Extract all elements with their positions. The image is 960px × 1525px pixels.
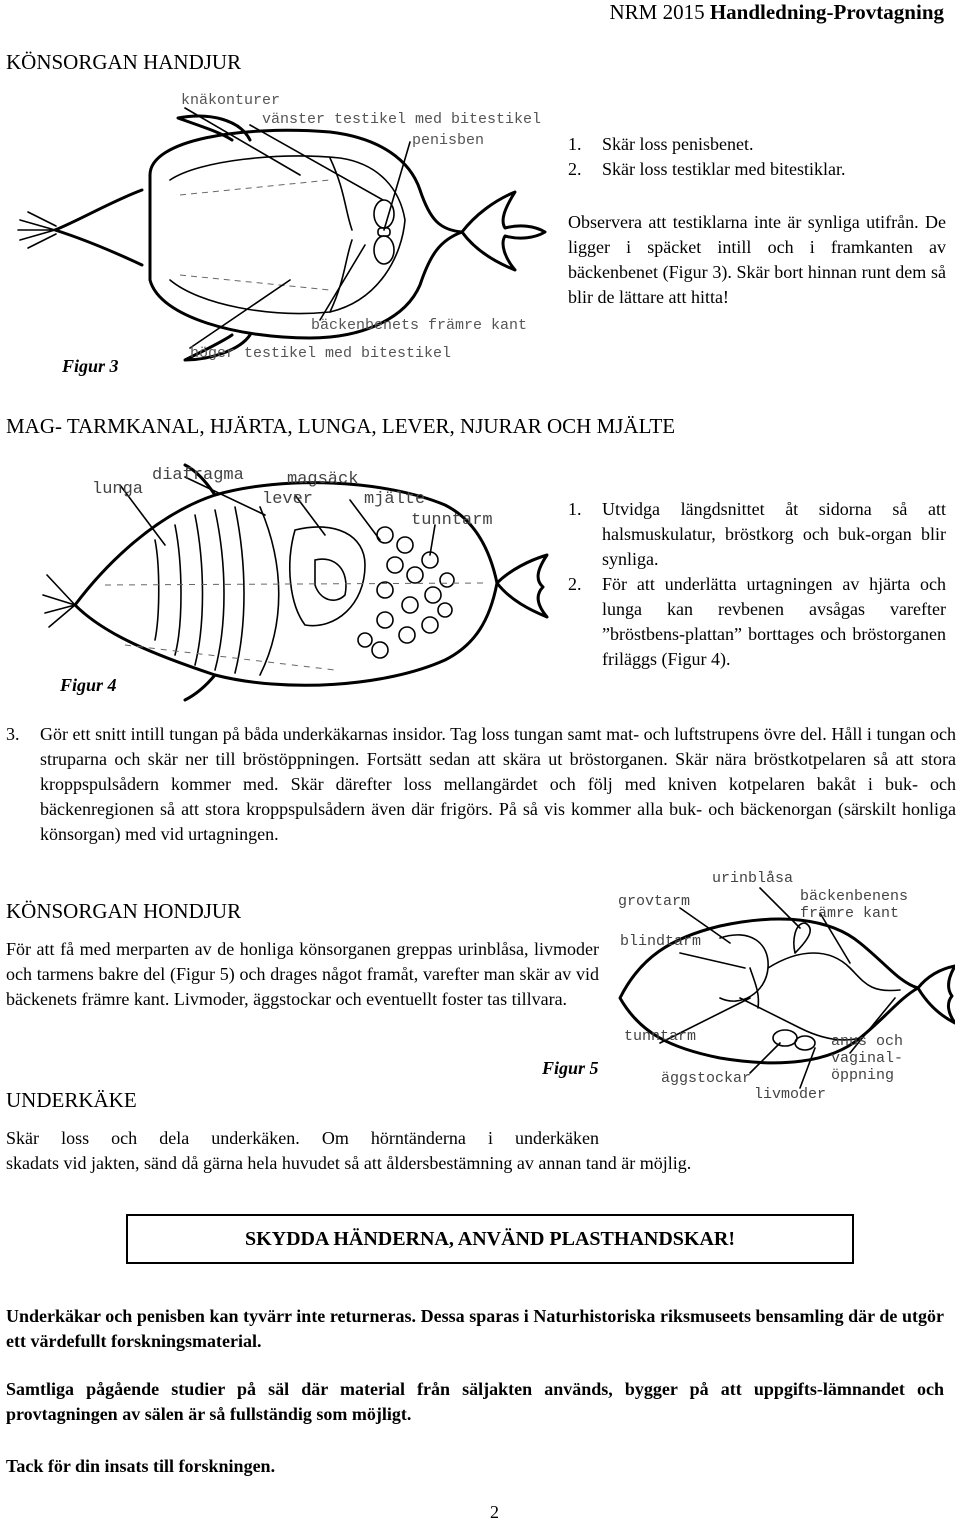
label-diafragma: diafragma (152, 466, 244, 485)
figure-3-caption: Figur 3 (62, 356, 119, 376)
label-mjalte: mjälte (364, 490, 426, 509)
list-item: 2. Skär loss testiklar med bitestiklar. (568, 159, 846, 179)
hondjur-text: För att få med merparten av de honliga könsorganen greppas urinblåsa, livmoder och tarmens bakre del (Figur 5) och drages något framåt, varefter man skär av vid bäckenets främre kant. Livmoder, äggstockar och eventuellt foster tas tillvara. (6, 939, 599, 1009)
label-lunga: lunga (92, 480, 144, 499)
label-tunntarm-5: tunntarm (624, 1028, 697, 1045)
footer-paragraph-3: Tack för din insats till forskningen. (6, 1456, 276, 1476)
handjur-note: Observera att testiklarna inte är synliga utifrån. De ligger i späcket intill och i framkanten av bäckenbenet (Figur 3). Skär bort hinnan runt dem så blir de lättare att hitta! (568, 212, 946, 307)
figure-5-caption: Figur 5 (542, 1058, 599, 1078)
list-item: 3. Gör ett snitt intill tungan på båda underkäkarnas insidor. Tag loss tungan samt mat- och luftstrupens övre del. Håll i tungan och struparna och skär ner till bröstöppningen. Fortsätt sedan att skära ut bröstorganen. Skär nära bröstkotpelaren så att stora kroppspulsådern kommer med. Skär därefter loss mellangärdet och följ med kniven kotpelaren bakåt i buk- och bäckenregionen så att stora kroppspulsådern även där frigörs. På så vis kommer alla buk- och bäckenorgan (särskilt honliga könsorgan) med vid urtagningen. (6, 724, 956, 844)
header-prefix: NRM 2015 (609, 0, 705, 24)
mag-steps (568, 497, 946, 672)
label-backenbenets-framre-kant: bäckenbenets främre kant (311, 317, 528, 334)
label-anus-och: anus och (831, 1033, 904, 1050)
section-title-mag: MAG- TARMKANAL, HJÄRTA, LUNGA, LEVER, NJURAR OCH MJÄLTE (6, 414, 676, 438)
label-oppning: öppning (831, 1067, 895, 1084)
label-backenbenens: bäckenbenens (800, 888, 909, 905)
warning-box (126, 1214, 854, 1264)
label-vaginal: vaginal- (831, 1050, 904, 1067)
label-framre-kant: främre kant (800, 905, 900, 922)
label-blindtarm: blindtarm (620, 933, 702, 950)
label-hoger-testikel: höger testikel med bitestikel (190, 345, 452, 362)
label-lever: lever (262, 490, 314, 509)
label-aggstockar: äggstockar (661, 1070, 752, 1087)
mag-step-3 (6, 722, 956, 847)
label-urinblasa: urinblåsa (712, 870, 794, 887)
list-item: 2. För att underlätta urtagningen av hjärta och lunga kan revbenen avsågas varefter ”bröstbens-plattan” borttages och bröstorganen friläggs (Figur 4). (568, 574, 946, 669)
footer-paragraph-2: Samtliga pågående studier på säl där material från säljakten används, bygger på att uppgifts-lämnandet och provtagningen av sälen är så fullständig som möjligt. (6, 1379, 944, 1424)
section-title-hondjur: KÖNSORGAN HONDJUR (6, 899, 242, 923)
label-penisben: penisben (412, 132, 485, 149)
label-knakonturer: knäkonturer (181, 92, 281, 109)
figure-4-caption: Figur 4 (60, 675, 117, 695)
handjur-steps (568, 132, 948, 182)
label-livmoder: livmoder (754, 1086, 827, 1103)
list-item: 1. Utvidga längdsnittet åt sidorna så att halsmuskulatur, bröstkorg och buk-organ blir synliga. (568, 499, 946, 569)
header-title: Handledning-Provtagning (709, 0, 944, 24)
label-magsack: magsäck (287, 470, 359, 489)
warning-text: SKYDDA HÄNDERNA, ANVÄND PLASTHANDSKAR! (244, 1227, 736, 1250)
footer-paragraph-1: Underkäkar och penisben kan tyvärr inte returneras. Dessa sparas i Naturhistoriska riksmuseets bensamling där de utgör ett värdefullt forskningsmaterial. (6, 1306, 944, 1351)
section-title-underkake: UNDERKÄKE (6, 1088, 137, 1112)
underkake-line-1: Skär loss och dela underkäken. Om hörntänderna i underkäken (6, 1128, 599, 1148)
page-number: 2 (490, 1502, 499, 1522)
label-tunntarm: tunntarm (411, 511, 493, 530)
section-title-handjur: KÖNSORGAN HANDJUR (6, 50, 242, 74)
page-header (609, 0, 944, 25)
list-item: 1. Skär loss penisbenet. (568, 134, 754, 154)
label-vanster-testikel: vänster testikel med bitestikel (262, 111, 542, 128)
label-grovtarm: grovtarm (618, 893, 691, 910)
underkake-line-2: skadats vid jakten, sänd då gärna hela huvudet så att åldersbestämning av annan tand är möjlig. (6, 1153, 692, 1173)
